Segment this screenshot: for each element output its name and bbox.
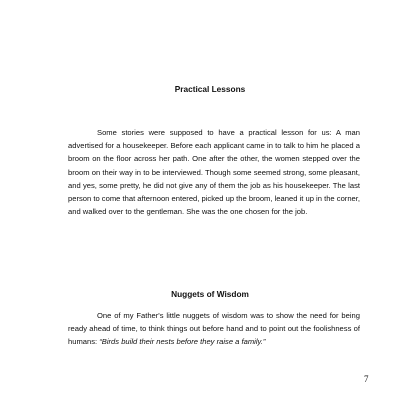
section-heading-nuggets-of-wisdom: Nuggets of Wisdom <box>171 289 249 299</box>
page-number: 7 <box>364 374 369 384</box>
birds-quote: “Birds build their nests before they raise a family.” <box>99 337 266 347</box>
paragraph-text-nuggets-of-wisdom: One of my Father's little nuggets of wisdom was to show the need for being ready ahead of time, to think things out before hand and to point out the foolishness of humans: <box>68 311 360 347</box>
section-paragraph-practical-lessons <box>68 126 360 218</box>
section-paragraph-nuggets-of-wisdom <box>68 309 360 349</box>
section-heading-practical-lessons: Practical Lessons <box>174 84 246 94</box>
paragraph-text-practical-lessons: Some stories were supposed to have a practical lesson for us: A man advertised for a housekeeper. Before each applicant came in to talk to him he placed a broom on the floor across her path. One after the other, the women stepped over the broom on their way in to be interviewed. Though some seemed strong, some pleasant, and yes, some pretty, he did not give any of them the job as his housekeeper. The last person to come that afternoon entered, picked up the broom, leaned it up in the corner, and walked over to the gentleman. She was the one chosen for the job. <box>68 128 360 217</box>
